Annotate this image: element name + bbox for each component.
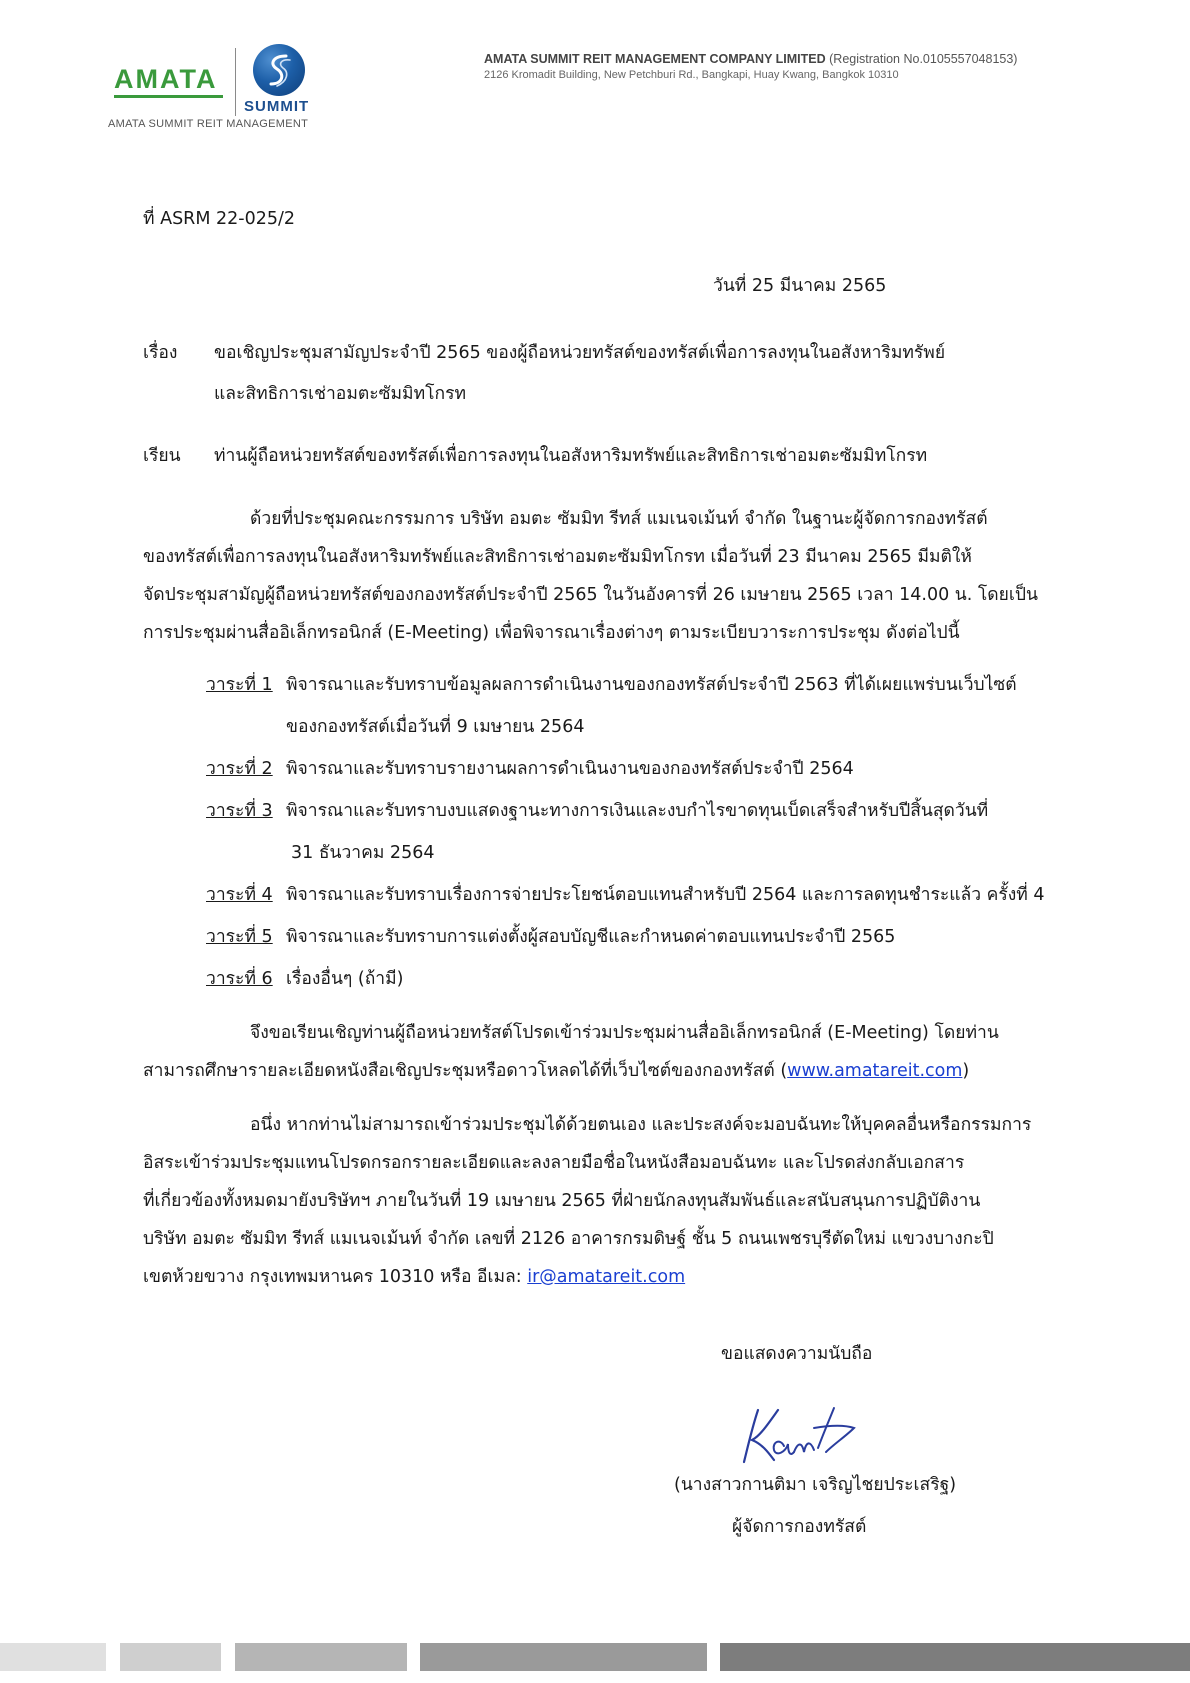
logo-divider (235, 48, 236, 116)
subject-line-1: ขอเชิญประชุมสามัญประจำปี 2565 ของผู้ถือหน่วยทรัสต์ของทรัสต์เพื่อการลงทุนในอสังหาริมทรัพย์ (214, 343, 946, 363)
para1-line-3: จัดประชุมสามัญผู้ถือหน่วยทรัสต์ของกองทรัสต์ประจำปี 2565 ในวันอังคารที่ 26 เมษายน 2565 เวลา 14.00 น. โดยเป็น (143, 585, 1038, 605)
footer-bar-5 (720, 1643, 1190, 1671)
agenda-4-label: วาระที่ 4 (206, 885, 273, 905)
footer-bar-3 (235, 1643, 407, 1671)
agenda-6-text: เรื่องอื่นๆ (ถ้ามี) (286, 969, 404, 989)
to-recipient: ท่านผู้ถือหน่วยทรัสต์ของทรัสต์เพื่อการลงทุนในอสังหาริมทรัพย์และสิทธิการเช่าอมตะซัมมิทโกรท (214, 446, 928, 466)
para3-line-4: บริษัท อมตะ ซัมมิท รีทส์ แมเนจเม้นท์ จำกัด เลขที่ 2126 อาคารกรมดิษฐ์ ชั้น 5 ถนนเพชรบุรีตัดใหม่ แขวงบางกะปิ (143, 1229, 994, 1249)
summit-logo-icon (253, 44, 305, 96)
agenda-2-label: วาระที่ 2 (206, 759, 273, 779)
agenda-5-text: พิจารณาและรับทราบการแต่งตั้งผู้สอบบัญชีและกำหนดค่าตอบแทนประจำปี 2565 (286, 927, 896, 947)
para3-line-3: ที่เกี่ยวข้องทั้งหมดมายังบริษัทฯ ภายในวันที่ 19 เมษายน 2565 ที่ฝ่ายนักลงทุนสัมพันธ์และสนับสนุนการปฏิบัติงาน (143, 1191, 981, 1211)
logo-summit-text: SUMMIT (244, 98, 310, 115)
logo-amata-underline (114, 95, 223, 98)
subject-line-2: และสิทธิการเช่าอมตะซัมมิทโกรท (214, 384, 467, 404)
subject-label: เรื่อง (143, 343, 178, 363)
signer-title: ผู้จัดการกองทรัสต์ (732, 1517, 867, 1537)
closing-text: ขอแสดงความนับถือ (721, 1344, 873, 1364)
agenda-1-text-cont: ของกองทรัสต์เมื่อวันที่ 9 เมษายน 2564 (286, 717, 585, 737)
to-label: เรียน (143, 446, 181, 466)
agenda-3-text-cont: 31 ธันวาคม 2564 (291, 843, 435, 863)
company-name: AMATA SUMMIT REIT MANAGEMENT COMPANY LIMITED (484, 52, 826, 66)
signer-name: (นางสาวกานติมา เจริญไชยประเสริฐ) (674, 1475, 957, 1495)
footer-bar-1 (0, 1643, 106, 1671)
website-link[interactable]: www.amatareit.com (787, 1061, 963, 1081)
agenda-1-label: วาระที่ 1 (206, 675, 273, 695)
para2-line-2-text: สามารถศึกษารายละเอียดหนังสือเชิญประชุมหรือดาวโหลดได้ที่เว็บไซต์ของกองทรัสต์ ( (143, 1061, 788, 1081)
footer-bar-4 (420, 1643, 707, 1671)
para1-line-2: ของทรัสต์เพื่อการลงทุนในอสังหาริมทรัพย์และสิทธิการเช่าอมตะซัมมิทโกรท เมื่อวันที่ 23 มีนาคม 2565 มีมติให้ (143, 547, 972, 567)
agenda-1-text: พิจารณาและรับทราบข้อมูลผลการดำเนินงานของกองทรัสต์ประจำปี 2563 ที่ได้เผยแพร่บนเว็บไซต์ (286, 675, 1017, 695)
para1-line-1: ด้วยที่ประชุมคณะกรรมการ บริษัท อมตะ ซัมมิท รีทส์ แมเนจเม้นท์ จำกัด ในฐานะผู้จัดการกองทรัสต์ (250, 509, 988, 529)
letter-reference: ที่ ASRM 22-025/2 (143, 209, 296, 229)
para1-line-4: การประชุมผ่านสื่ออิเล็กทรอนิกส์ (E-Meeting) เพื่อพิจารณาเรื่องต่างๆ ตามระเบียบวาระการประชุม ดังต่อไปนี้ (143, 623, 960, 643)
agenda-5-label: วาระที่ 5 (206, 927, 273, 947)
para3-line-5-text: เขตห้วยขวาง กรุงเทพมหานคร 10310 หรือ อีเมล: (143, 1267, 528, 1287)
para3-line-5 (143, 1267, 685, 1287)
agenda-2-text: พิจารณาและรับทราบรายงานผลการดำเนินงานของกองทรัสต์ประจำปี 2564 (286, 759, 854, 779)
logo-subtitle: AMATA SUMMIT REIT MANAGEMENT (108, 118, 309, 130)
para2-line-2 (143, 1061, 969, 1081)
para3-line-2: อิสระเข้าร่วมประชุมแทนโปรดกรอกรายละเอียดและลงลายมือชื่อในหนังสือมอบฉันทะ และโปรดส่งกลับเอกสาร (143, 1153, 965, 1173)
logo-amata-text: AMATA (114, 64, 218, 94)
footer-bar-2 (120, 1643, 221, 1671)
agenda-6-label: วาระที่ 6 (206, 969, 273, 989)
company-header (484, 52, 1017, 66)
agenda-3-text: พิจารณาและรับทราบงบแสดงฐานะทางการเงินและงบกำไรขาดทุนเบ็ดเสร็จสำหรับปีสิ้นสุดวันที่ (286, 801, 989, 821)
company-address: 2126 Kromadit Building, New Petchburi Rd., Bangkapi, Huay Kwang, Bangkok 10310 (484, 69, 899, 81)
letter-date: วันที่ 25 มีนาคม 2565 (713, 276, 887, 296)
para2-line-1: จึงขอเรียนเชิญท่านผู้ถือหน่วยทรัสต์โปรดเข้าร่วมประชุมผ่านสื่ออิเล็กทรอนิกส์ (E-Meeting) โดยท่าน (250, 1023, 999, 1043)
agenda-3-label: วาระที่ 3 (206, 801, 273, 821)
agenda-4-text: พิจารณาและรับทราบเรื่องการจ่ายประโยชน์ตอบแทนสำหรับปี 2564 และการลดทุนชำระแล้ว ครั้งที่ 4 (286, 885, 1045, 905)
company-registration: (Registration No.0105557048153) (829, 52, 1018, 66)
para2-line-2-close: ) (962, 1061, 970, 1081)
para3-line-1: อนึ่ง หากท่านไม่สามารถเข้าร่วมประชุมได้ด้วยตนเอง และประสงค์จะมอบฉันทะให้บุคคลอื่นหรือกรรมการ (250, 1115, 1032, 1135)
signature (734, 1402, 864, 1468)
email-link[interactable]: ir@amatareit.com (527, 1267, 686, 1287)
